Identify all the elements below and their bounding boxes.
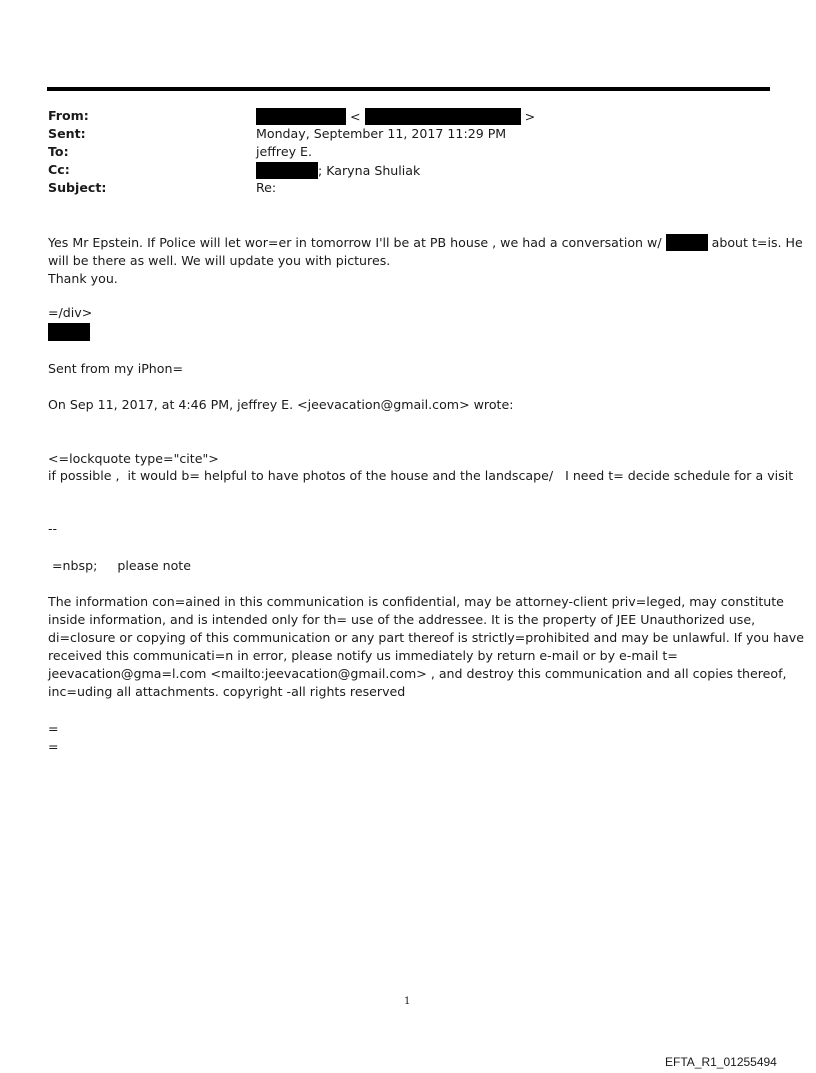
body-line-1b: about t=is. He (711, 235, 803, 250)
equals-line: = (48, 739, 59, 754)
redaction-box (256, 162, 318, 179)
quote-intro: On Sep 11, 2017, at 4:46 PM, jeffrey E. <jeevacation@gmail.com> wrote: (48, 397, 514, 412)
disclaimer-line: di=closure or copying of this communication or any part thereof is strictly=prohibited and may be unlawful. If you have (48, 630, 804, 645)
disclaimer-line: inside information, and is intended only for th= use of the addressee. It is the property of JEE Unauthorized use, (48, 612, 756, 627)
body-line-3: Thank you. (48, 271, 118, 286)
subject-value: Re: (256, 180, 277, 195)
redaction-box (365, 108, 521, 125)
from-value (256, 108, 535, 125)
sent-value: Monday, September 11, 2017 11:29 PM (256, 126, 507, 141)
bates-number: EFTA_R1_01255494 (665, 1055, 777, 1069)
from-close-bracket: > (524, 109, 536, 124)
please-note-line: =nbsp; please note (48, 558, 191, 573)
div-close-text: =/div> (48, 305, 93, 320)
cc-text: ; Karyna Shuliak (318, 163, 421, 178)
blockquote-marker: <=lockquote type="cite"> (48, 451, 219, 466)
disclaimer-line: The information con=ained in this communication is confidential, may be attorney-client priv=leged, may constitute (48, 594, 784, 609)
request-line: if possible , it would b= helpful to have photos of the house and the landscape/ I need t= decide schedule for a visit (48, 468, 794, 483)
cc-label: Cc: (48, 162, 70, 177)
signature-separator: -- (48, 521, 58, 536)
sent-label: Sent: (48, 126, 86, 141)
body-line-1 (48, 234, 803, 252)
redaction-box (666, 234, 708, 251)
page-number: 1 (404, 996, 411, 1007)
disclaimer-line: jeevacation@gma=l.com <mailto:jeevacation@gmail.com> , and destroy this communication and all copies thereof, (48, 666, 787, 681)
redaction-box (256, 108, 346, 125)
disclaimer-line: inc=uding all attachments. copyright -all rights reserved (48, 684, 406, 699)
header-rule (47, 87, 770, 91)
to-value: jeffrey E. (256, 144, 312, 159)
sent-from-line: Sent from my iPhon= (48, 361, 184, 376)
cc-value (256, 162, 420, 179)
body-line-1a: Yes Mr Epstein. If Police will let wor=er in tomorrow I'll be at PB house , we had a conversation w/ (48, 235, 662, 250)
from-label: From: (48, 108, 89, 123)
to-label: To: (48, 144, 69, 159)
equals-line: = (48, 721, 59, 736)
redaction-box (48, 323, 90, 341)
from-open-bracket: < (350, 109, 361, 124)
disclaimer-line: received this communicati=n in error, please notify us immediately by return e-mail or by e-mail t= (48, 648, 678, 663)
subject-label: Subject: (48, 180, 107, 195)
body-line-2: will be there as well. We will update you with pictures. (48, 253, 391, 268)
